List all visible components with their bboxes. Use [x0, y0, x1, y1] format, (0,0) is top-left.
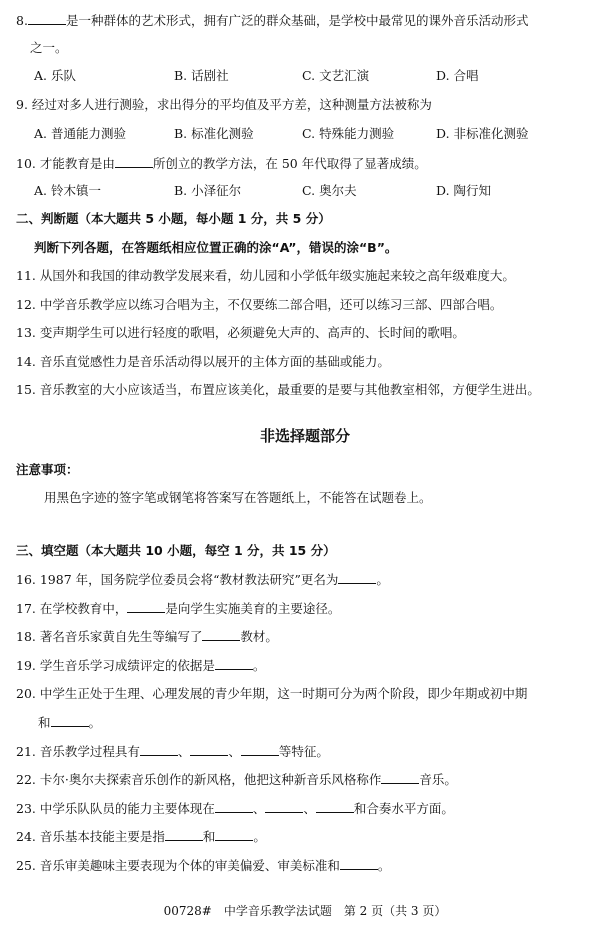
question-10	[16, 155, 604, 172]
answer-blank	[115, 155, 153, 168]
option-a: A. 铃木镇一	[34, 183, 101, 198]
answer-blank	[190, 743, 228, 756]
question-21-lead: 21. 音乐教学过程具有	[16, 744, 140, 759]
option-c: C. 奥尔夫	[302, 183, 357, 198]
question-21	[16, 743, 604, 760]
question-12: 12. 中学音乐教学应以练习合唱为主，不仅要练二部合唱，还可以练习三部、四部合唱。	[16, 297, 503, 312]
question-22-lead: 22. 卡尔·奥尔夫探索音乐创作的新风格，他把这种新音乐风格称作	[16, 772, 382, 787]
question-17-lead: 17. 在学校教育中，	[16, 601, 128, 616]
question-14: 14. 音乐直觉感性力是音乐活动得以展开的主体方面的基础或能力。	[16, 354, 390, 369]
answer-blank	[28, 12, 66, 25]
answer-blank	[202, 628, 240, 641]
question-8	[16, 12, 604, 29]
question-19	[16, 657, 604, 674]
question-19-text: 19. 学生音乐学习成绩评定的依据是	[16, 658, 215, 673]
question-17-text: 是向学生实施美育的主要途径。	[165, 601, 341, 616]
question-20-end: 。	[88, 715, 102, 730]
section-3-title: 三、填空题（本大题共 10 小题，每空 1 分，共 15 分）	[16, 543, 336, 558]
page-footer: 00728# 中学音乐教学法试题 第 2 页（共 3 页）	[163, 904, 447, 918]
question-19-end: 。	[252, 658, 266, 673]
question-18-end: 教材。	[240, 629, 278, 644]
section-2-instruction: 判断下列各题，在答题纸相应位置正确的涂“A”，错误的涂“B”。	[34, 240, 398, 255]
separator: 、	[303, 801, 316, 816]
question-20-lead: 和	[38, 715, 51, 730]
answer-blank	[215, 800, 253, 813]
question-18-lead: 18. 著名音乐家黄自先生等编写了	[16, 629, 203, 644]
option-d: D. 合唱	[436, 68, 479, 83]
question-22	[16, 771, 604, 788]
option-d: D. 陶行知	[436, 183, 492, 198]
section-2-title: 二、判断题（本大题共 5 小题，每小题 1 分，共 5 分）	[16, 211, 331, 226]
question-11: 11. 从国外和我国的律动教学发展来看，幼儿园和小学低年级实施起来较之高年级难度大。	[16, 268, 515, 283]
answer-blank	[127, 600, 165, 613]
option-c: C. 特殊能力测验	[302, 126, 395, 141]
question-24	[16, 828, 604, 845]
question-21-end: 等特征。	[278, 744, 329, 759]
answer-blank	[165, 828, 203, 841]
question-18	[16, 628, 604, 645]
question-23-lead: 23. 中学乐队队员的能力主要体现在	[16, 801, 215, 816]
question-10-lead: 10. 才能教育是由	[16, 156, 115, 171]
question-25	[16, 857, 604, 874]
question-22-end: 音乐。	[419, 772, 457, 787]
option-b: B. 标准化测验	[174, 126, 254, 141]
separator: 、	[177, 744, 191, 759]
question-16-end: 。	[376, 572, 389, 587]
question-24-end: 。	[253, 829, 266, 844]
question-25-end: 。	[377, 858, 391, 873]
notice-text: 用黑色字迹的签字笔或钢笔将答案写在答题纸上，不能答在试题卷上。	[44, 490, 432, 505]
question-16	[16, 571, 604, 588]
question-15: 15. 音乐教室的大小应该适当，布置应该美化，最重要的是要与其他教室相邻，方便学生进出。	[16, 382, 540, 397]
question-8-continuation: 之一。	[30, 40, 68, 55]
question-20-continuation	[38, 714, 604, 731]
option-a: A. 普通能力测验	[34, 126, 126, 141]
question-9: 9. 经过对多人进行测验，求出得分的平均值及平方差，这种测量方法被称为	[16, 97, 432, 112]
question-13: 13. 变声期学生可以进行轻度的歌唱，必须避免大声的、高声的、长时间的歌唱。	[16, 325, 465, 340]
option-b: B. 小泽征尔	[174, 183, 242, 198]
answer-blank	[340, 857, 378, 870]
answer-blank	[241, 743, 279, 756]
answer-blank	[381, 771, 419, 784]
answer-blank	[215, 657, 253, 670]
question-20: 20. 中学生正处于生理、心理发展的青少年期，这一时期可分为两个阶段，即少年期或初中期	[16, 686, 528, 701]
option-b: B. 话剧社	[174, 68, 229, 83]
notice-title: 注意事项：	[16, 462, 79, 477]
option-c: C. 文艺汇演	[302, 68, 370, 83]
answer-blank	[265, 800, 303, 813]
question-23	[16, 800, 604, 817]
option-d: D. 非标准化测验	[436, 126, 529, 141]
question-23-end: 和合奏水平方面。	[353, 801, 454, 816]
question-17	[16, 600, 604, 617]
question-8-text: 是一种群体的艺术形式，拥有广泛的群众基础，是学校中最常见的课外音乐活动形式	[65, 13, 529, 28]
question-25-lead: 25. 音乐审美趣味主要表现为个体的审美偏爱、审美标准和	[16, 858, 340, 873]
answer-blank	[338, 571, 376, 584]
separator: 、	[228, 744, 241, 759]
option-a: A. 乐队	[34, 68, 76, 83]
question-24-lead: 24. 音乐基本技能主要是指	[16, 829, 165, 844]
answer-blank	[316, 800, 354, 813]
question-16-text: 16. 1987 年，国务院学位委员会将“教材教法研究”更名为	[16, 572, 339, 587]
answer-blank	[51, 714, 89, 727]
answer-blank	[215, 828, 253, 841]
answer-blank	[140, 743, 178, 756]
question-8-number: 8.	[16, 13, 28, 28]
separator: 、	[252, 801, 266, 816]
conjunction: 和	[202, 829, 216, 844]
question-10-text: 所创立的教学方法，在 50 年代取得了显著成绩。	[152, 156, 427, 171]
section-heading: 非选择题部分	[259, 427, 350, 445]
